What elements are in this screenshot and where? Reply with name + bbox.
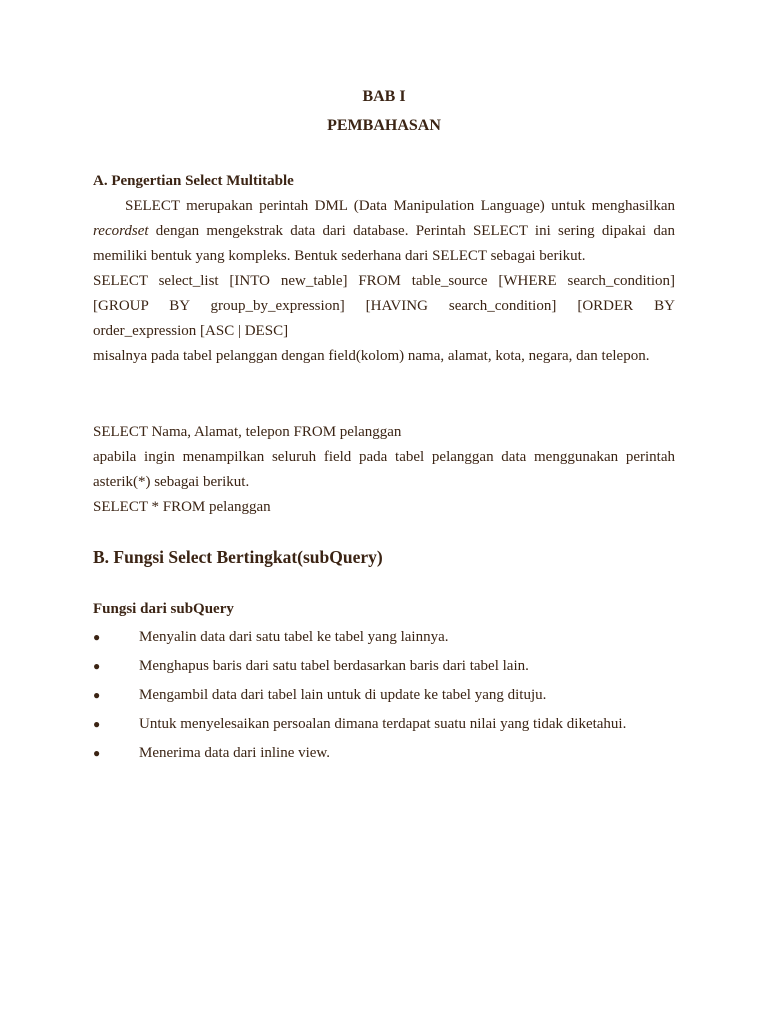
bullet-icon: ●	[93, 746, 101, 760]
list-item	[93, 654, 693, 683]
list-item-text: Mengambil data dari tabel lain untuk di update ke tabel yang dituju.	[139, 687, 547, 703]
list-item-text: Untuk menyelesaikan persoalan dimana terdapat suatu nilai yang tidak diketahui.	[139, 716, 627, 732]
chapter-subtitle: PEMBAHASAN	[327, 117, 441, 134]
bullet-icon: ●	[93, 630, 101, 644]
list-item	[93, 712, 693, 741]
section-a-paragraph	[93, 194, 675, 269]
italic-term: recordset	[93, 223, 149, 239]
section-b-heading: B. Fungsi Select Bertingkat(subQuery)	[93, 547, 383, 567]
subquery-function-list	[93, 625, 693, 770]
list-item-text: Menerima data dari inline view.	[139, 745, 331, 761]
subquery-subheading: Fungsi dari subQuery	[93, 601, 234, 617]
paragraph-text-2: dengan mengekstrak data dari database. Perintah SELECT ini sering dipakai dan memiliki bentuk yang kompleks. Bentuk sederhana dari SELECT sebagai berikut.	[93, 223, 675, 264]
all-fields-query: SELECT * FROM pelanggan	[93, 499, 271, 515]
section-a-heading: A. Pengertian Select Multitable	[93, 173, 294, 189]
example-query: SELECT Nama, Alamat, telepon FROM pelanggan	[93, 424, 402, 440]
paragraph-text-1: SELECT merupakan perintah DML (Data Manipulation Language) untuk menghasilkan	[125, 198, 675, 214]
example-intro: misalnya pada tabel pelanggan dengan field(kolom) nama, alamat, kota, negara, dan telepon.	[93, 348, 650, 364]
bullet-icon: ●	[93, 659, 101, 673]
select-syntax: SELECT select_list [INTO new_table] FROM table_source [WHERE search_condition] [GROUP BY group_by_expression] [HAVING search_condition] [ORDER BY order_expression [ASC | DESC]	[93, 273, 675, 339]
list-item	[93, 741, 693, 770]
list-item-text: Menghapus baris dari satu tabel berdasarkan baris dari tabel lain.	[139, 658, 529, 674]
section-a-examples	[93, 420, 675, 520]
chapter-title: BAB I	[362, 88, 406, 105]
bullet-icon: ●	[93, 688, 101, 702]
list-item	[93, 625, 693, 654]
list-item-text: Menyalin data dari satu tabel ke tabel yang lainnya.	[139, 629, 449, 645]
bullet-icon: ●	[93, 717, 101, 731]
list-item	[93, 683, 693, 712]
all-fields-intro: apabila ingin menampilkan seluruh field pada tabel pelanggan data menggunakan perintah asterik(*) sebagai berikut.	[93, 449, 675, 490]
section-a	[93, 169, 675, 369]
